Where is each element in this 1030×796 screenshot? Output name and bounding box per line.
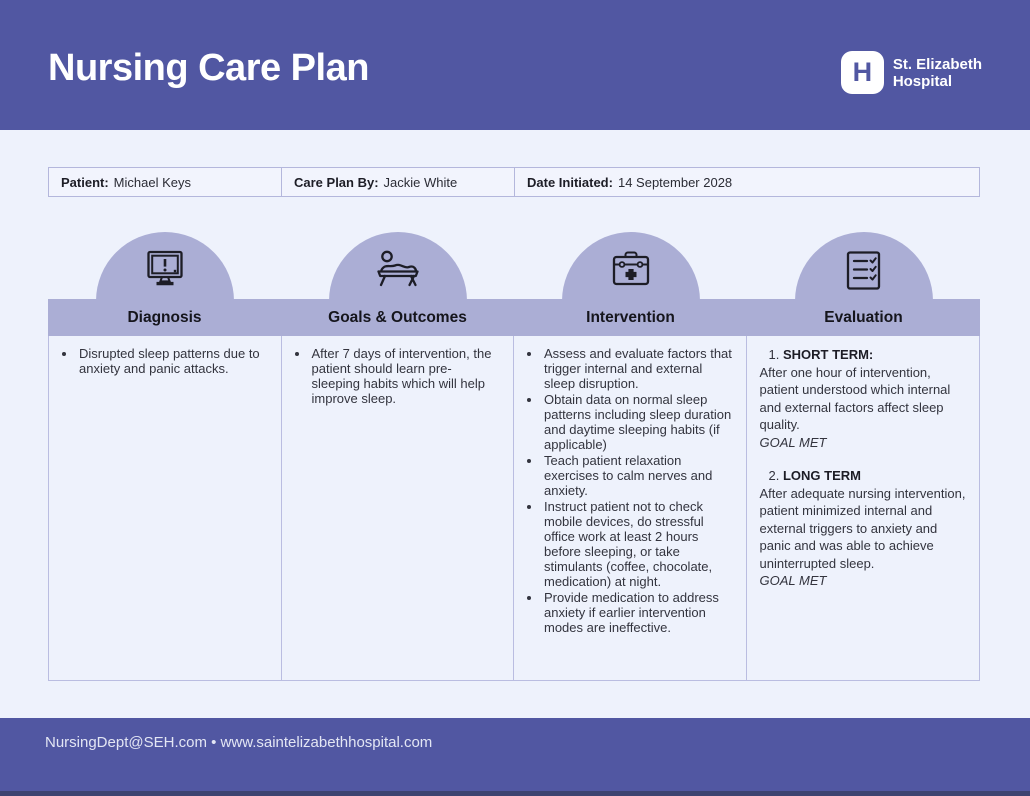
hospital-name-line2: Hospital [892, 72, 952, 90]
patient-label: Patient: [61, 174, 109, 190]
intervention-list [527, 346, 733, 635]
column-header-diagnosis: Diagnosis [127, 308, 202, 326]
hospital-name-line1: St. Elizabeth [892, 55, 982, 73]
goals-bullet: • After 7 days of intervention, the patient should learn pre-sleeping habits which will help improve sleep. [310, 346, 501, 406]
hospital-logo [841, 51, 982, 94]
intervention-bullet: • Obtain data on normal sleep patterns including sleep duration and daytime sleeping habits (if applicable) [542, 392, 733, 452]
intervention-bullet: • Provide medication to address anxiety if earlier intervention modes are ineffective. [542, 590, 733, 635]
goals-list [295, 346, 501, 406]
goals-icon-bump [329, 232, 467, 301]
diagnosis-bullet: • Disrupted sleep patterns due to anxiety and panic attacks. [77, 346, 268, 376]
care-plan-by-value: Jackie White [383, 174, 458, 190]
hospital-logo-letter: H [852, 57, 873, 87]
intervention-bullet: • Teach patient relaxation exercises to calm nerves and anxiety. [542, 453, 733, 498]
column-icon-bumps [48, 232, 980, 300]
goal-status: GOAL MET [759, 434, 827, 450]
footer-contact-info: NursingDept@SEH.com • www.saintelizabethhospital.com [45, 734, 433, 751]
diagnosis-column [49, 336, 282, 680]
monitor-alert-icon [141, 248, 189, 301]
goals-column [282, 336, 515, 680]
table-body [48, 336, 980, 681]
goal-status: GOAL MET [759, 573, 827, 588]
evaluation-item-title: LONG TERM [782, 468, 861, 483]
patient-field [49, 168, 282, 196]
checklist-icon [841, 248, 887, 301]
date-initiated-field [515, 168, 979, 196]
diagnosis-icon-bump [96, 232, 234, 301]
page-title: Nursing Care Plan [48, 47, 369, 89]
header-banner [0, 0, 1030, 130]
column-header-goals: Goals & Outcomes [328, 308, 467, 326]
date-initiated-label: Date Initiated: [527, 174, 613, 190]
footer-banner [0, 718, 1030, 791]
bottom-accent-stripe [0, 791, 1030, 796]
intervention-column [514, 336, 747, 680]
intervention-bullet: • Instruct patient not to check mobile devices, do stressful office work at least 2 hours before sleeping, or take stimulants (coffee, chocolate, medication) at night. [542, 499, 733, 589]
diagnosis-list [62, 346, 268, 376]
table-header-row [48, 299, 980, 336]
first-aid-kit-icon [607, 248, 655, 301]
evaluation-icon-bump [795, 232, 933, 301]
care-plan-by-label: Care Plan By: [294, 174, 379, 190]
patient-info-bar [48, 167, 980, 197]
hospital-logo-icon [841, 51, 884, 94]
evaluation-column [747, 336, 980, 680]
care-plan-by-field [282, 168, 515, 196]
care-plan-table [48, 232, 980, 681]
date-initiated-value: 14 September 2028 [617, 174, 733, 190]
chaise-lounge-icon [373, 248, 423, 301]
evaluation-item-body: After adequate nursing intervention, patient minimized internal and external triggers to anxiety and panic and was able to achieve uninterrupted sleep. [759, 485, 966, 571]
evaluation-item-number: 2. [768, 468, 780, 483]
evaluation-item-body: After one hour of intervention, patient understood which internal and external factors affect sleep quality. [759, 364, 951, 432]
column-header-evaluation: Evaluation [824, 308, 903, 326]
patient-value: Michael Keys [113, 174, 191, 190]
evaluation-short-term [760, 346, 967, 451]
hospital-name [893, 56, 982, 90]
evaluation-long-term [760, 467, 967, 590]
intervention-icon-bump [562, 232, 700, 301]
column-header-intervention: Intervention [586, 308, 675, 326]
intervention-bullet: • Assess and evaluate factors that trigger internal and external sleep disruption. [542, 346, 733, 391]
evaluation-item-number: 1. [768, 347, 780, 362]
evaluation-item-title: SHORT TERM: [782, 347, 874, 362]
